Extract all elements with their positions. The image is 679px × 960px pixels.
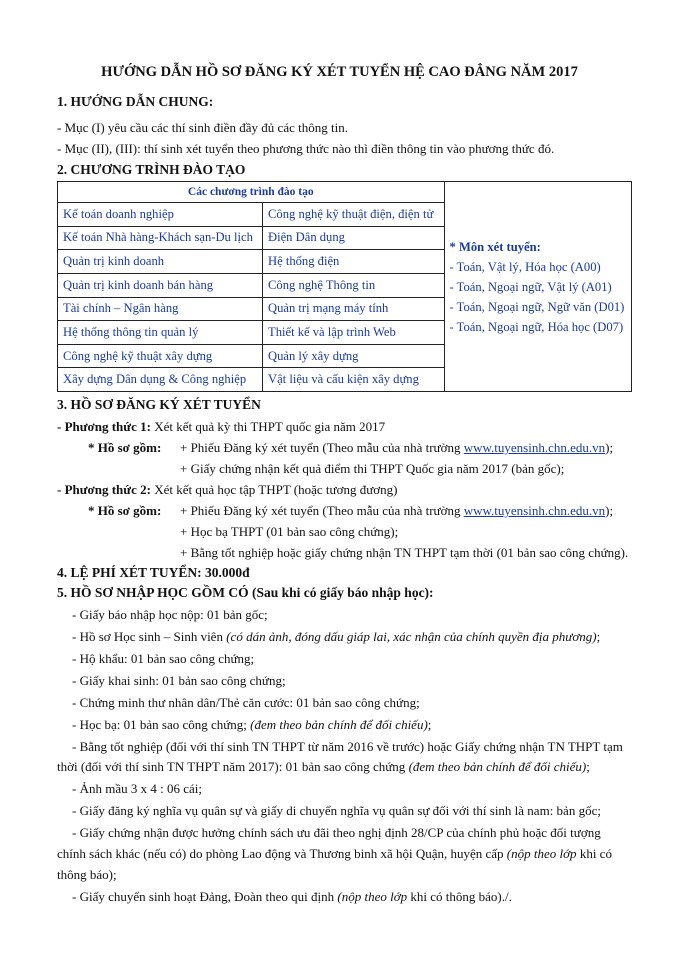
method-2-item-1-text: + Phiếu Đăng ký xét tuyển (Theo mẫu của nhà trường [180, 503, 464, 518]
program-cell: Quản lý xây dựng [263, 344, 445, 368]
method-2-label: - Phương thức 2: [57, 482, 151, 497]
enroll-item-10-line-3: thông báo); [57, 867, 117, 882]
enroll-item-6-end: ; [427, 717, 432, 732]
enroll-item-2-end: ; [596, 629, 601, 644]
enroll-item-10-text: chính sách khác (nếu có) do phòng Lao động và Thương binh xã hội Quận, huyện cấp [57, 846, 507, 861]
program-cell: Công nghệ kỹ thuật xây dựng [58, 344, 263, 368]
s1-line-2: - Mục (II), (III): thí sinh xét tuyển theo phương thức nào thì điền thông tin vào phương thức đó. [57, 141, 555, 156]
program-cell: Hệ thống điện [263, 250, 445, 274]
program-cell: Thiết kế và lập trình Web [263, 321, 445, 345]
method-1-label: - Phương thức 1: [57, 419, 151, 434]
enroll-item-2-text: - Hồ sơ Học sinh – Sinh viên [72, 629, 227, 644]
section-1-heading: 1. HƯỚNG DẪN CHUNG: [57, 94, 214, 109]
enroll-item-7-line-2 [57, 759, 590, 775]
program-cell: Xây dựng Dân dụng & Công nghiệp [58, 368, 263, 392]
enroll-item-6-note: (đem theo bản chính để đối chiếu) [250, 717, 428, 732]
enroll-item-4: - Giấy khai sinh: 01 bản sao công chứng; [72, 673, 286, 688]
method-1-item-2: + Giấy chứng nhận kết quả điểm thi THPT Quốc gia năm 2017 (bản gốc); [180, 461, 565, 476]
enroll-item-10-note: (nộp theo lớp [506, 846, 577, 861]
subjects-cell [444, 182, 631, 392]
section-5-heading: 5. HỒ SƠ NHẬP HỌC GỒM CÓ (Sau khi có giấy báo nhập học): [57, 585, 434, 600]
subject-item: - Toán, Vật lý, Hóa học (A00) [449, 259, 601, 274]
program-cell: Điện Dân dụng [263, 226, 445, 250]
method-2-item-1-end: ); [605, 503, 614, 518]
program-cell: Công nghệ kỹ thuật điện, điện tử [263, 203, 445, 227]
method-2-item-3: + Bằng tốt nghiệp hoặc giấy chứng nhận TN THPT tạm thời (01 bản sao công chứng). [180, 545, 629, 560]
program-cell: Kế toán Nhà hàng-Khách sạn-Du lịch [58, 226, 263, 250]
program-cell: Hệ thống thông tin quản lý [58, 321, 263, 345]
enroll-item-8: - Ảnh mầu 3 x 4 : 06 cái; [72, 781, 202, 796]
enroll-item-2-note: (có dán ảnh, đóng dấu giáp lai, xác nhận của chính quyền địa phương) [226, 629, 597, 644]
enroll-item-2 [72, 629, 600, 645]
enroll-item-11-text: - Giấy chuyển sinh hoạt Đảng, Đoàn theo qui định [72, 889, 338, 904]
subjects-title: * Môn xét tuyển: [449, 239, 541, 254]
method-2-item-1 [180, 503, 613, 519]
program-cell: Kế toán doanh nghiệp [58, 203, 263, 227]
section-4-heading: 4. LỆ PHÍ XÉT TUYỂN: 30.000đ [57, 565, 250, 580]
enroll-item-9: - Giấy đăng ký nghĩa vụ quân sự và giấy di chuyển nghĩa vụ quân sự đối với thí sinh là nam: bản gốc; [72, 803, 601, 818]
admissions-link[interactable]: www.tuyensinh.chn.edu.vn [463, 440, 606, 455]
program-cell: Quản trị mạng máy tính [263, 297, 445, 321]
enroll-item-10-line-2 [57, 846, 612, 862]
program-cell: Vật liệu và cấu kiện xây dựng [263, 368, 445, 392]
method-2-text: Xét kết quả học tập THPT (hoặc tương đương) [150, 482, 398, 497]
method-1-text: Xét kết quả kỳ thi THPT quốc gia năm 2017 [150, 419, 386, 434]
programs-table-header: Các chương trình đào tạo [58, 182, 445, 203]
enroll-item-7-text: thời (đối với thí sinh TN THPT năm 2017): 01 bản sao công chứng [57, 759, 409, 774]
method-2-line [57, 482, 397, 498]
s1-line-1: - Mục (I) yêu cầu các thí sinh điền đầy đủ các thông tin. [57, 120, 348, 135]
program-cell: Quản trị kinh doanh [58, 250, 263, 274]
enroll-item-5: - Chứng minh thư nhân dân/Thẻ căn cước: 01 bản sao công chứng; [72, 695, 420, 710]
method-1-item-1-text: + Phiếu Đăng ký xét tuyển (Theo mẫu của nhà trường [180, 440, 464, 455]
programs-table [57, 181, 632, 392]
enroll-item-7-end: ; [586, 759, 590, 774]
enroll-item-10-line-1: - Giấy chứng nhận được hưởng chính sách ưu đãi theo nghị định 28/CP của chính phủ hoặc đối tượng [72, 825, 601, 840]
subject-item: - Toán, Ngoại ngữ, Hóa học (D07) [449, 319, 624, 334]
enroll-item-11-end: khi có thông báo)./. [407, 889, 512, 904]
enroll-item-7-line-1: - Bằng tốt nghiệp (đối với thí sinh TN THPT từ năm 2016 về trước) hoặc Giấy chứng nhận TN THPT tạm [72, 739, 623, 754]
method-1-item-1 [180, 440, 613, 456]
program-cell: Tài chính – Ngân hàng [58, 297, 263, 321]
dossier-label-2: * Hồ sơ gồm: [88, 503, 162, 518]
enroll-item-11-note: (nộp theo lớp [337, 889, 408, 904]
program-cell: Công nghệ Thông tin [263, 273, 445, 297]
method-1-item-1-end: ); [605, 440, 614, 455]
enroll-item-1: - Giấy báo nhập học nộp: 01 bản gốc; [72, 607, 268, 622]
enroll-item-7-note: (đem theo bản chính để đối chiếu) [408, 759, 587, 774]
dossier-label-1: * Hồ sơ gồm: [88, 440, 162, 455]
document-title: HƯỚNG DẪN HỒ SƠ ĐĂNG KÝ XÉT TUYỂN HỆ CAO ĐẲNG NĂM 2017 [101, 64, 578, 80]
admissions-link-2[interactable]: www.tuyensinh.chn.edu.vn [463, 503, 606, 518]
program-cell: Quản trị kinh doanh bán hàng [58, 273, 263, 297]
method-1-line [57, 419, 385, 435]
enroll-item-3: - Hộ khẩu: 01 bản sao công chứng; [72, 651, 255, 666]
section-2-heading: 2. CHƯƠNG TRÌNH ĐÀO TẠO [57, 162, 246, 177]
section-3-heading: 3. HỒ SƠ ĐĂNG KÝ XÉT TUYỂN [57, 397, 261, 412]
enroll-item-6-text: - Học bạ: 01 bản sao công chứng; [72, 717, 251, 732]
enroll-item-11 [72, 889, 512, 905]
subject-item: - Toán, Ngoại ngữ, Vật lý (A01) [449, 279, 612, 294]
enroll-item-6 [72, 717, 431, 733]
enroll-item-10-end: khi có [576, 846, 612, 861]
method-2-item-2: + Học bạ THPT (01 bản sao công chứng); [180, 524, 399, 539]
subject-item: - Toán, Ngoại ngữ, Ngữ văn (D01) [449, 299, 625, 314]
